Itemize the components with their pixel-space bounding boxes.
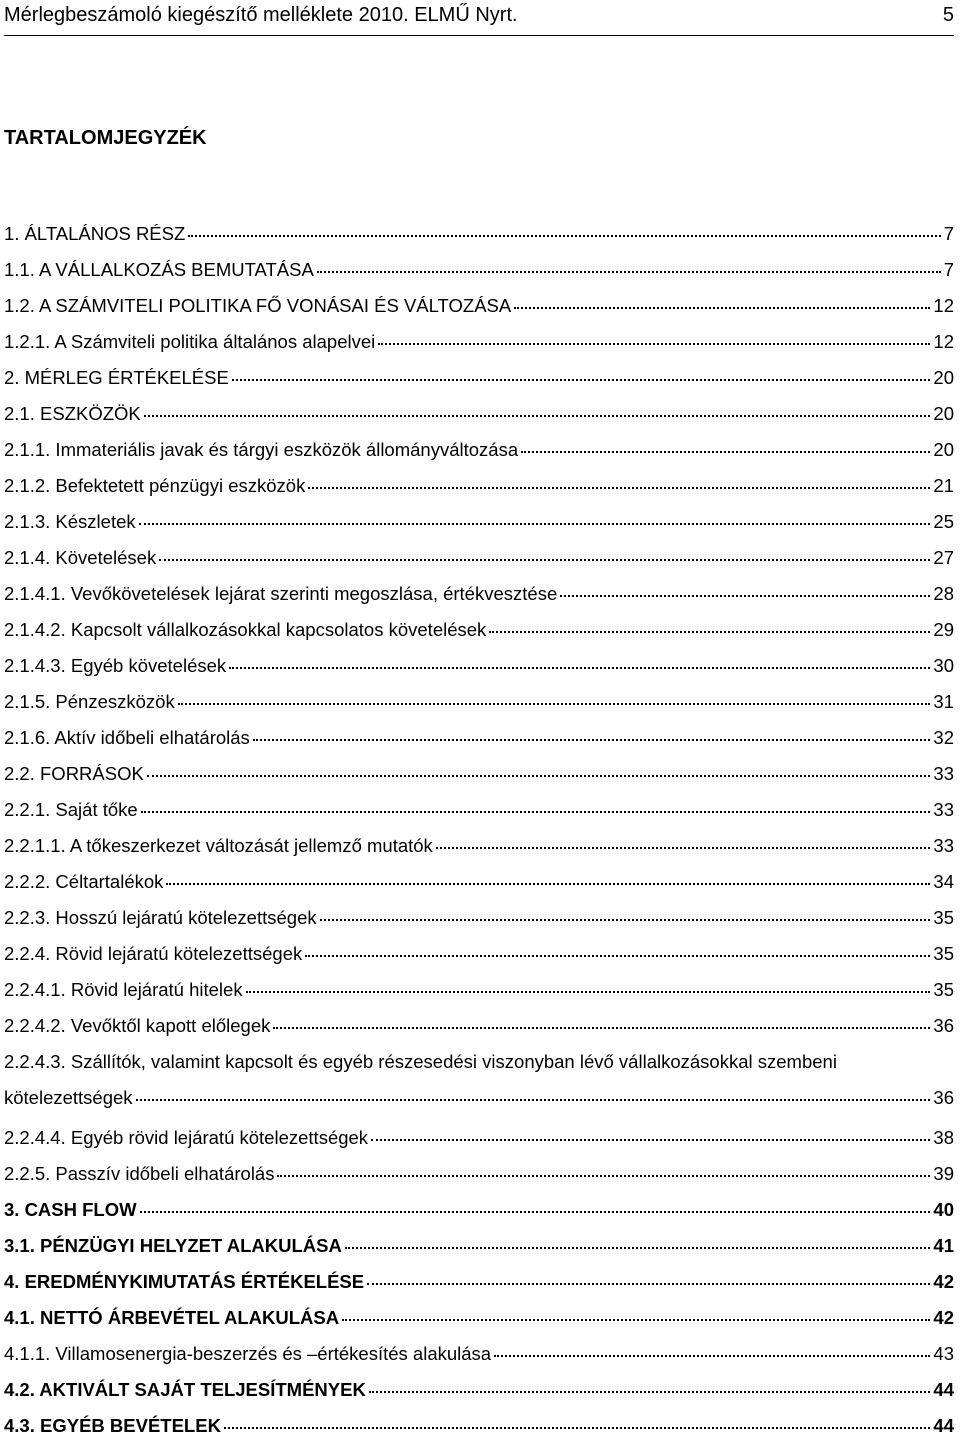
toc-entry-title: 2.2.1. Saját tőke <box>4 799 138 820</box>
toc-entry[interactable] <box>4 1012 954 1040</box>
toc-entry-page: 32 <box>933 727 954 748</box>
toc-entry-page: 33 <box>933 799 954 820</box>
dot-leader <box>136 1099 931 1101</box>
dot-leader <box>320 919 931 921</box>
toc-entry-page: 30 <box>933 655 954 676</box>
toc-entry-title: 2.2. FORRÁSOK <box>4 763 144 784</box>
dot-leader <box>141 811 931 813</box>
dot-leader <box>166 883 930 885</box>
dot-leader <box>178 703 931 705</box>
toc-entry-page: 20 <box>933 439 954 460</box>
toc-entry[interactable] <box>4 652 954 680</box>
toc-entry-page: 12 <box>933 295 954 316</box>
dot-leader <box>144 415 931 417</box>
toc-entry-title: 4.1.1. Villamosenergia-beszerzés és –értékesítés alakulása <box>4 1343 492 1364</box>
toc-entry-title: 3.1. PÉNZÜGYI HELYZET ALAKULÁSA <box>4 1235 342 1256</box>
toc-entry-title: 3. CASH FLOW <box>4 1199 137 1220</box>
dot-leader <box>305 955 930 957</box>
toc-entry-title: 2.1.4.2. Kapcsolt vállalkozásokkal kapcsolatos követelések <box>4 619 487 640</box>
toc-entry-continued[interactable]: 2.2.4.3. Szállítók, valamint kapcsolt és egyéb részesedési viszonyban lévő vállalkozásokkal szembeni <box>4 1051 837 1072</box>
dot-leader <box>277 1175 930 1177</box>
toc-entry-page: 44 <box>933 1415 954 1436</box>
toc-title: TARTALOMJEGYZÉK <box>4 127 207 149</box>
toc-entry[interactable] <box>4 976 954 1004</box>
toc-entry-page: 20 <box>933 403 954 424</box>
toc-entry-page: 27 <box>933 547 954 568</box>
toc-entry-page: 41 <box>933 1235 954 1256</box>
toc-entry-page: 7 <box>943 259 954 280</box>
toc-entry-page: 35 <box>933 943 954 964</box>
toc-entry[interactable] <box>4 256 954 284</box>
toc-entry-title: 2.1.1. Immateriális javak és tárgyi eszközök állományváltozása <box>4 439 519 460</box>
toc-entry[interactable] <box>4 868 954 896</box>
toc-entry-page: 38 <box>933 1127 954 1148</box>
toc-entry[interactable] <box>4 1376 954 1404</box>
dot-leader <box>273 1027 930 1029</box>
dot-leader <box>224 1427 930 1429</box>
toc-entry-title: 2.2.4.1. Rövid lejáratú hitelek <box>4 979 243 1000</box>
toc-entry-title: 1.2. A SZÁMVITELI POLITIKA FŐ VONÁSAI ÉS VÁLTOZÁSA <box>4 295 512 316</box>
toc-entry-title: 2.1.5. Pénzeszközök <box>4 691 175 712</box>
toc-entry-title: 2.1.6. Aktív időbeli elhatárolás <box>4 727 250 748</box>
dot-leader <box>140 1211 931 1213</box>
toc-entry-page: 42 <box>933 1271 954 1292</box>
toc-entry-page: 12 <box>933 331 954 352</box>
toc-entry[interactable] <box>4 1160 954 1188</box>
toc-entry-title: 4. EREDMÉNYKIMUTATÁS ÉRTÉKELÉSE <box>4 1271 365 1292</box>
toc-entry-title: 1. ÁLTALÁNOS RÉSZ <box>4 223 186 244</box>
toc-entry[interactable] <box>4 364 954 392</box>
toc-entry-title: 1.2.1. A Számviteli politika általános alapelvei <box>4 331 376 352</box>
toc-entry-page: 44 <box>933 1379 954 1400</box>
toc-entry[interactable] <box>4 904 954 932</box>
toc-entry[interactable] <box>4 1304 954 1332</box>
toc-entry-title: kötelezettségek <box>4 1087 133 1108</box>
dot-leader <box>367 1283 930 1285</box>
dot-leader <box>369 1391 931 1393</box>
toc-entry-title: 2.2.4. Rövid lejáratú kötelezettségek <box>4 943 303 964</box>
dot-leader <box>494 1355 930 1357</box>
toc-entry-page: 33 <box>933 763 954 784</box>
toc-entry[interactable] <box>4 472 954 500</box>
toc-entry-page: 28 <box>933 583 954 604</box>
dot-leader <box>139 523 931 525</box>
toc-entry-title: 2.2.5. Passzív időbeli elhatárolás <box>4 1163 275 1184</box>
toc-entry[interactable] <box>4 1196 954 1224</box>
dot-leader <box>378 343 930 345</box>
toc-entry-title: 2.2.4.2. Vevőktől kapott előlegek <box>4 1015 271 1036</box>
toc-entry-title: 2.2.1.1. A tőkeszerkezet változását jellemző mutatók <box>4 835 433 856</box>
dot-leader <box>436 847 931 849</box>
toc-entry-page: 42 <box>933 1307 954 1328</box>
toc-entry[interactable] <box>4 1124 954 1152</box>
dot-leader <box>232 379 931 381</box>
toc-entry-page: 21 <box>933 475 954 496</box>
toc-entry-title: 2.1. ESZKÖZÖK <box>4 403 141 424</box>
toc-entry-page: 35 <box>933 979 954 1000</box>
toc-entry-title: 4.3. EGYÉB BEVÉTELEK <box>4 1415 221 1436</box>
toc-entry-title: 2. MÉRLEG ÉRTÉKELÉSE <box>4 367 229 388</box>
toc-entry[interactable] <box>4 328 954 356</box>
toc-entry-page: 33 <box>933 835 954 856</box>
toc-entry-title: 2.1.4. Követelések <box>4 547 157 568</box>
dot-leader <box>188 235 940 237</box>
toc-entry[interactable] <box>4 1268 954 1296</box>
toc-entry[interactable] <box>4 436 954 464</box>
toc-entry[interactable] <box>4 832 954 860</box>
dot-leader <box>246 991 931 993</box>
toc-entry-title: 2.2.3. Hosszú lejáratú kötelezettségek <box>4 907 317 928</box>
page-header <box>4 0 954 36</box>
toc-entry-page: 29 <box>933 619 954 640</box>
toc-entry-page: 34 <box>933 871 954 892</box>
document-title: Mérlegbeszámoló kiegészítő melléklete 2010. ELMŰ Nyrt. <box>4 4 518 26</box>
toc-entry[interactable] <box>4 940 954 968</box>
dot-leader <box>308 487 930 489</box>
toc-entry[interactable] <box>4 760 954 788</box>
toc-entry[interactable] <box>4 580 954 608</box>
toc-entry[interactable] <box>4 1412 954 1440</box>
dot-leader <box>317 271 941 273</box>
toc-entry[interactable] <box>4 1084 954 1112</box>
toc-entry[interactable] <box>4 220 954 248</box>
dot-leader <box>371 1139 930 1141</box>
dot-leader <box>229 667 930 669</box>
toc-entry-page: 7 <box>943 223 954 244</box>
toc-entry-title: 4.1. NETTÓ ÁRBEVÉTEL ALAKULÁSA <box>4 1307 340 1328</box>
toc-entry-title: 2.1.4.3. Egyéb követelések <box>4 655 227 676</box>
dot-leader <box>560 595 930 597</box>
dot-leader <box>345 1247 931 1249</box>
toc-entry-page: 31 <box>933 691 954 712</box>
toc-entry-page: 20 <box>933 367 954 388</box>
toc-entry-page: 40 <box>933 1199 954 1220</box>
dot-leader <box>147 775 931 777</box>
toc-entry-title: 2.1.4.1. Vevőkövetelések lejárat szerinti megoszlása, értékvesztése <box>4 583 558 604</box>
toc-entry-page: 43 <box>933 1343 954 1364</box>
toc-entry-title: 2.2.4.4. Egyéb rövid lejáratú kötelezettségek <box>4 1127 369 1148</box>
toc-entry-title: 2.1.2. Befektetett pénzügyi eszközök <box>4 475 306 496</box>
page-number: 5 <box>942 4 954 26</box>
toc-entry[interactable] <box>4 544 954 572</box>
dot-leader <box>521 451 930 453</box>
dot-leader <box>489 631 930 633</box>
dot-leader <box>159 559 930 561</box>
toc-entry-page: 35 <box>933 907 954 928</box>
dot-leader <box>514 307 930 309</box>
toc-entry-title: 1.1. A VÁLLALKOZÁS BEMUTATÁSA <box>4 259 314 280</box>
toc-entry-title: 4.2. AKTIVÁLT SAJÁT TELJESÍTMÉNYEK <box>4 1379 366 1400</box>
toc-entry[interactable] <box>4 796 954 824</box>
toc-entry[interactable] <box>4 616 954 644</box>
toc-entry-title: 2.1.3. Készletek <box>4 511 136 532</box>
toc-entry[interactable] <box>4 292 954 320</box>
dot-leader <box>253 739 931 741</box>
toc-entry-title: 2.2.2. Céltartalékok <box>4 871 164 892</box>
toc-entry[interactable] <box>4 1340 954 1368</box>
toc-entry[interactable] <box>4 1232 954 1260</box>
toc-entry[interactable] <box>4 508 954 536</box>
toc-entry-page: 39 <box>933 1163 954 1184</box>
toc-entry[interactable] <box>4 400 954 428</box>
toc-entry-page: 36 <box>933 1015 954 1036</box>
toc-entry[interactable] <box>4 688 954 716</box>
toc-entry-page: 25 <box>933 511 954 532</box>
toc-entry-page: 36 <box>933 1087 954 1108</box>
dot-leader <box>342 1319 930 1321</box>
toc-entry[interactable] <box>4 724 954 752</box>
